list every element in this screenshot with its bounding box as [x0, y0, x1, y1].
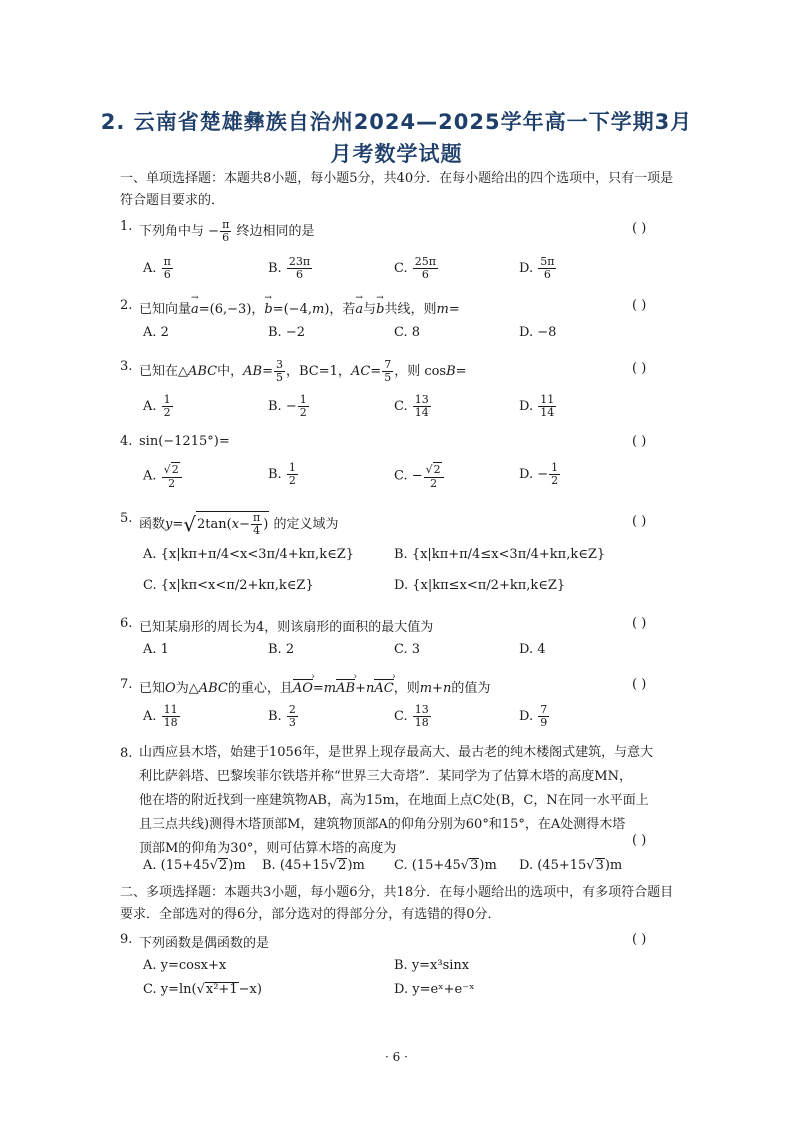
option-b[interactable]: B. $\frac{1}{2}$: [268, 461, 296, 487]
exam-title-line1: 2. 云南省楚雄彝族自治州2024—2025学年高一下学期3月: [100, 110, 693, 134]
question-stem: 已知在△ABC中，AB= $\frac{3}{5}$ ，BC=1，AC= $\frac{7}{5}$ ，则 cosB=: [139, 358, 467, 384]
option-c[interactable]: C. y=ln(√x²+1−x): [143, 982, 262, 997]
option-c[interactable]: C. $\frac{13}{18}$: [394, 703, 429, 729]
answer-blank[interactable]: ( ): [632, 616, 647, 631]
question-8-stem: 山西应县木塔，始建于1056年，是世界上现存最高大、最古老的纯木楼阁式建筑，与意大 利比萨斜塔、巴黎埃菲尔铁塔并称“世界三大奇塔”．某同学为了估算木塔的高度MN， 他在塔的附近找到一座建筑物AB，高为15m，在地面上点C处(B，C，N在同一水平面上 且三点共线)测得木塔顶部M，建筑物顶部A的仰角分别为60°和15°，在A处测得木塔 顶部M的仰角为30°，则可估算木塔的高度为: [139, 745, 654, 856]
option-c[interactable]: C. (15+45√3)m: [394, 858, 497, 873]
page-number: · 6 ·: [385, 1050, 408, 1064]
question-stem: 下列函数是偶函数的是: [139, 936, 270, 951]
question-stem: 已知向量→ a=(6,−3)，→ b=(−4,m)，若→ a与→ b共线，则m=: [139, 298, 460, 317]
option-a[interactable]: A. $\frac{\pi}{6}$: [143, 255, 171, 281]
option-c[interactable]: C. − $\frac{√2}{2}$: [394, 462, 445, 490]
question-stem: sin(−1215°)=: [139, 434, 230, 449]
option-a[interactable]: A. {x|kπ+π/4<x<3π/4+kπ,k∈Z}: [143, 547, 354, 562]
option-b[interactable]: B. {x|kπ+π/4≤x<3π/4+kπ,k∈Z}: [394, 547, 606, 562]
option-c[interactable]: C. 3: [394, 642, 421, 657]
question-stem: 已知某扇形的周长为4，则该扇形的面积的最大值为: [139, 620, 434, 635]
question-stem: 函数y=√2tan(x− $\frac{\pi}{4}$ ) 的定义域为: [139, 511, 339, 537]
answer-blank[interactable]: ( ): [632, 221, 647, 236]
exam-page: 2. 云南省楚雄彝族自治州2024—2025学年高一下学期3月 月考数学试题 一、单项选择题：本题共8小题，每小题5分，共40分．在每小题给出的四个选项中，只有一项是符合题目要求的． 1. 下列角中与 − $\frac{\pi}{6}$ 终边相同的是 ( ) A. $\frac{\pi}{6}$ B. $\frac{23\pi}{6}$ C. $\frac{25\pi}{6}$ D. $\frac{5\pi}{6}$ 2. 已知向量→ a=(6,−3)，→ b=(−4,m)，若→ a与→ b共线，则m= ( ) A. 2 B. −2 C. 8 D. −8 3. 已知在△ABC中，AB= $\frac{3}{5}$ ，BC=1，AC= $\frac{7}{5}$ ，则 cosB= ( ) A. $\frac{1}{2}$ B. − $\frac{1}{2}$ C. $\frac{13}{14}$ D. $\frac{11}{14}$ 4. sin(−1215°)= ( ) A. $\frac{√2}{2}$ B. $\frac{1}{2}$ C. − $\frac{√2}{2}$ D. − $\frac{1}{2}$ 5. 函数y=√2tan(x− $\frac{\pi}{4}$ ) 的定义域为 ( ) A. {x|kπ+π/4<x<3π/4+kπ,k∈Z} B. {x|kπ+π/4≤x<3π/4+kπ,k∈Z} C. {x|kπ<x<π/2+kπ,k∈Z} D. {x|kπ≤x<π/2+kπ,k∈Z} 6. 已知某扇形的周长为4，则该扇形的面积的最大值为 ( ) A. 1 B. 2 C. 3 D. 4 7. 已知O为△ABC的重心，且AO ›=mAB ›+nAC ›，则m+n的值为 ( ) A. $\frac{11}{18}$ B. $\frac{2}{3}$ C. $\frac{13}{18}$ D. $\frac{7}{9}$ 8. 山西应县木塔，始建于1056年，是世界上现存最高大、最古老的纯木楼阁式建筑，与意大 利比萨斜塔、巴黎埃菲尔铁塔并称“世界三大奇塔”．某同学为了估算木塔的高度MN， 他在塔的附近找到一座建筑物AB，高为15m，在地面上点C处(B，C，N在同一水平面上 且三点共线)测得木塔顶部M，建筑物顶部A的仰角分别为60°和15°，在A处测得木塔 顶部M的仰角为30°，则可估算木塔的高度为 ( ) A. (15+45√2)m B. (45+15√2)m C. (15+45√3)m D. (45+15√3)m 二、多项选择题：本题共3小题，每小题6分，共18分．在每小题给出的选项中，有多项符合题目要求．全部选对的得6分，部分选对的得部分分，有选错的得0分． 9. 下列函数是偶函数的是 ( ) A. y=cosx+x B. y=x³sinx C. y=ln(√x²+1−x) D. y=eˣ+e⁻ˣ · 6 ·: [0, 0, 793, 1122]
option-d[interactable]: D. $\frac{5\pi}{6}$: [519, 255, 555, 281]
answer-blank[interactable]: ( ): [632, 361, 647, 376]
fraction: $\frac{\pi}{6}$: [222, 218, 230, 244]
exam-title-line2: 月考数学试题: [330, 142, 463, 166]
option-d[interactable]: D. $\frac{7}{9}$: [519, 703, 548, 729]
question-stem: 下列角中与 − $\frac{\pi}{6}$ 终边相同的是: [139, 218, 315, 244]
option-b[interactable]: B. $\frac{2}{3}$: [268, 703, 296, 729]
option-c[interactable]: C. $\frac{25\pi}{6}$: [394, 255, 436, 281]
option-b[interactable]: B. (45+15√2)m: [262, 858, 365, 873]
answer-blank[interactable]: ( ): [632, 434, 647, 449]
option-c[interactable]: C. 8: [394, 325, 421, 340]
answer-blank[interactable]: ( ): [632, 514, 647, 529]
option-d[interactable]: D. $\frac{11}{14}$: [519, 393, 555, 419]
option-b[interactable]: B. − $\frac{1}{2}$: [268, 393, 307, 419]
option-d[interactable]: D. −8: [519, 325, 557, 340]
option-d[interactable]: D. y=eˣ+e⁻ˣ: [394, 982, 475, 997]
option-a[interactable]: A. (15+45√2)m: [143, 858, 246, 873]
answer-blank[interactable]: ( ): [632, 932, 647, 947]
option-b[interactable]: B. y=x³sinx: [394, 958, 470, 973]
answer-blank[interactable]: ( ): [632, 833, 647, 848]
option-a[interactable]: A. y=cosx+x: [143, 958, 227, 973]
question-stem: 已知O为△ABC的重心，且AO ›=mAB ›+nAC ›，则m+n的值为: [139, 677, 490, 696]
option-d[interactable]: D. {x|kπ≤x<π/2+kπ,k∈Z}: [394, 578, 566, 593]
option-a[interactable]: A. $\frac{√2}{2}$: [143, 462, 183, 490]
option-d[interactable]: D. (45+15√3)m: [519, 858, 623, 873]
question-number: 1.: [120, 219, 133, 234]
option-a[interactable]: A. 1: [143, 642, 169, 657]
option-b[interactable]: B. 2: [268, 642, 295, 657]
option-b[interactable]: B. −2: [268, 325, 305, 340]
option-b[interactable]: B. $\frac{23\pi}{6}$: [268, 255, 311, 281]
option-d[interactable]: D. 4: [519, 642, 546, 657]
answer-blank[interactable]: ( ): [632, 298, 647, 313]
section-2-instructions: 二、多项选择题：本题共3小题，每小题6分，共18分．在每小题给出的选项中，有多项符合题目要求．全部选对的得6分，部分选对的得部分分，有选错的得0分．: [120, 885, 674, 922]
answer-blank[interactable]: ( ): [632, 677, 647, 692]
option-d[interactable]: D. − $\frac{1}{2}$: [519, 461, 559, 487]
option-a[interactable]: A. $\frac{1}{2}$: [143, 393, 171, 419]
section-1-instructions: 一、单项选择题：本题共8小题，每小题5分，共40分．在每小题给出的四个选项中，只有一项是符合题目要求的．: [120, 171, 674, 208]
option-a[interactable]: A. 2: [143, 325, 169, 340]
option-a[interactable]: A. $\frac{11}{18}$: [143, 703, 178, 729]
option-c[interactable]: C. $\frac{13}{14}$: [394, 393, 429, 419]
option-c[interactable]: C. {x|kπ<x<π/2+kπ,k∈Z}: [143, 578, 314, 593]
